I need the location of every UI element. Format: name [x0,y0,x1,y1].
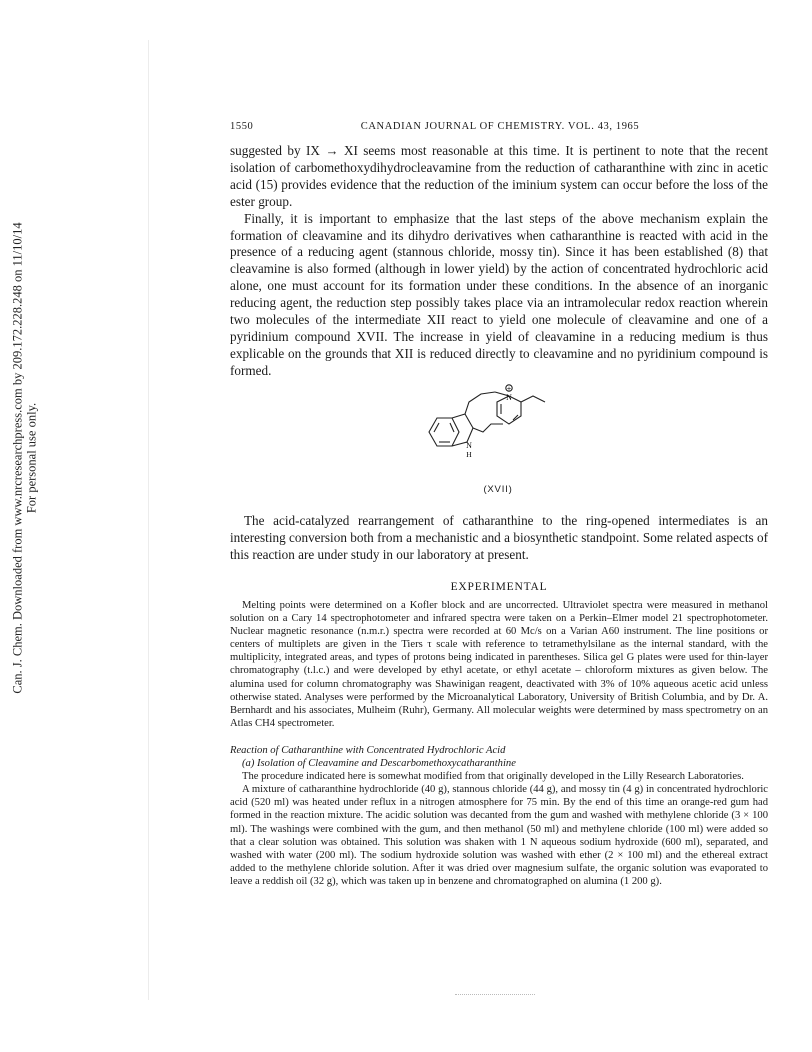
section-heading-experimental: EXPERIMENTAL [450,581,548,593]
pyridinium-nitrogen: N [506,393,512,402]
body-text-top [230,143,768,380]
upper-chain [465,392,495,414]
personal-use-line: For personal use only. [25,402,39,514]
margin-rule [148,40,149,1000]
journal-title: CANADIAN JOURNAL OF CHEMISTRY. VOL. 43, 1965 [360,121,640,132]
running-header [230,121,770,137]
procedure-note-paragraph: The procedure indicated here is somewhat modified from that originally developed in the Lilly Research Laboratories. [242,771,744,783]
subheading-reaction: Reaction of Catharanthine with Concentrated Hydrochloric Acid [230,745,506,756]
indole-hydrogen: H [466,450,472,459]
page-number: 1550 [230,121,254,132]
structure-label: (XVII) [483,484,513,495]
page-footer-mark [455,994,535,997]
procedure-paragraph: A mixture of catharanthine hydrochloride (40 g), stannous chloride (44 g), and mossy tin (4 g) in concentrated hydrochloric acid (520 ml) was heated under reflux in a nitrogen atmosphere for 75 min. By the end of this time an orange-red gum had formed in the reaction mixture. The acidic solution was decanted from the gum and washed with methylene chloride (3 × 100 ml). The washings were combined with the gum, and then methanol (50 ml) and methylene chloride (100 ml) were added so that a clear solution was obtained. This solution was shaken with 1 N aqueous sodium hydroxide (600 ml), separated, and washed with water (200 ml). The sodium hydroxide solution was washed with ether (2 × 100 ml) and the ethereal extract added to the methylene chloride solution. After it was dried over magnesium sulfate, the organic solution was evaporated to leave a reddish oil (32 g), which was taken up in benzene and chromatographed on alumina (1 200 g). [230,784,768,887]
paragraph-rearrangement: The acid-catalyzed rearrangement of catharanthine to the ring-opened intermediates is an interesting conversion both from a mechanistic and a biosynthetic standpoint. Some related aspects of this reaction are under study in our laboratory at present. [230,513,768,562]
download-watermark-text [11,222,39,693]
experimental-procedure [230,744,768,888]
chemical-structure-xvii [425,384,565,462]
body-text-middle [230,513,768,564]
subheading-isolation: (a) Isolation of Cleavamine and Descarbomethoxycatharanthine [242,758,516,770]
download-watermark [4,222,46,694]
paragraph-continued: suggested by IX → XI seems most reasonable at this time. It is pertinent to note that the recent isolation of carbomethoxydihydrocleavamine from the reduction of catharanthine with zinc in acetic acid (15) provides evidence that the reduction of the iminium system can occur before the loss of the ester group. [230,143,768,209]
ethyl-group [521,396,545,402]
experimental-intro [230,599,768,730]
download-source-line: Can. J. Chem. Downloaded from www.nrcresearchpress.com by 209.172.228.248 on 11/10/14 [11,222,25,694]
indole-nitrogen: N [466,441,472,450]
experimental-methods-paragraph: Melting points were determined on a Kofler block and are uncorrected. Ultraviolet spectra were measured in methanol solution on a Cary 14 spectrophotometer and infrared spectra were taken on a Perkin–Elmer model 21 spectrophotometer. Nuclear magnetic resonance (n.m.r.) spectra were recorded at 60 Mc/s on a Varian A60 instrument. The line positions or centers of multiplets are given in the Tiers τ scale with reference to tetramethylsilane as the internal standard, with the multiplicity, integrated areas, and types of protons being indicated in parentheses. Silica gel G plates were used for thin-layer chromatography (t.l.c.) and were developed by ethyl acetate, or ethyl acetate – chloroform mixtures as given below. The alumina used for column chromatography was Shawinigan reagent, deactivated with 3% of 10% aqueous acetic acid unless otherwise stated. Analyses were performed by the Microanalytical Laboratory, University of British Columbia, and by Dr. A. Bernhardt and his associates, Mulheim (Ruhr), Germany. All molecular weights were determined by mass spectrometry on an Atlas CH4 spectrometer. [230,600,768,729]
charge-symbol: + [506,385,512,393]
lower-chain [473,424,503,432]
paragraph-finally: Finally, it is important to emphasize that the last steps of the above mechanism explain the formation of cleavamine and its dihydro derivatives when catharanthine is reacted with acid in the presence of a reducing agent (stannous chloride, mossy tin). Since it has been established (8) that cleavamine is also formed (although in lower yield) by the action of concentrated hydrochloric acid alone, one must account for its formation under these conditions. In the absence of an inorganic reducing agent, the reduction step possibly takes place via an intramolecular redox reaction wherein two molecules of the intermediate XII react to yield one molecule of cleavamine and one of a pyridinium compound XVII. The increase in yield of cleavamine in a reducing medium is thus explicable on the grounds that XII is reduced directly to cleavamine and no pyridinium compound is formed. [230,210,768,378]
